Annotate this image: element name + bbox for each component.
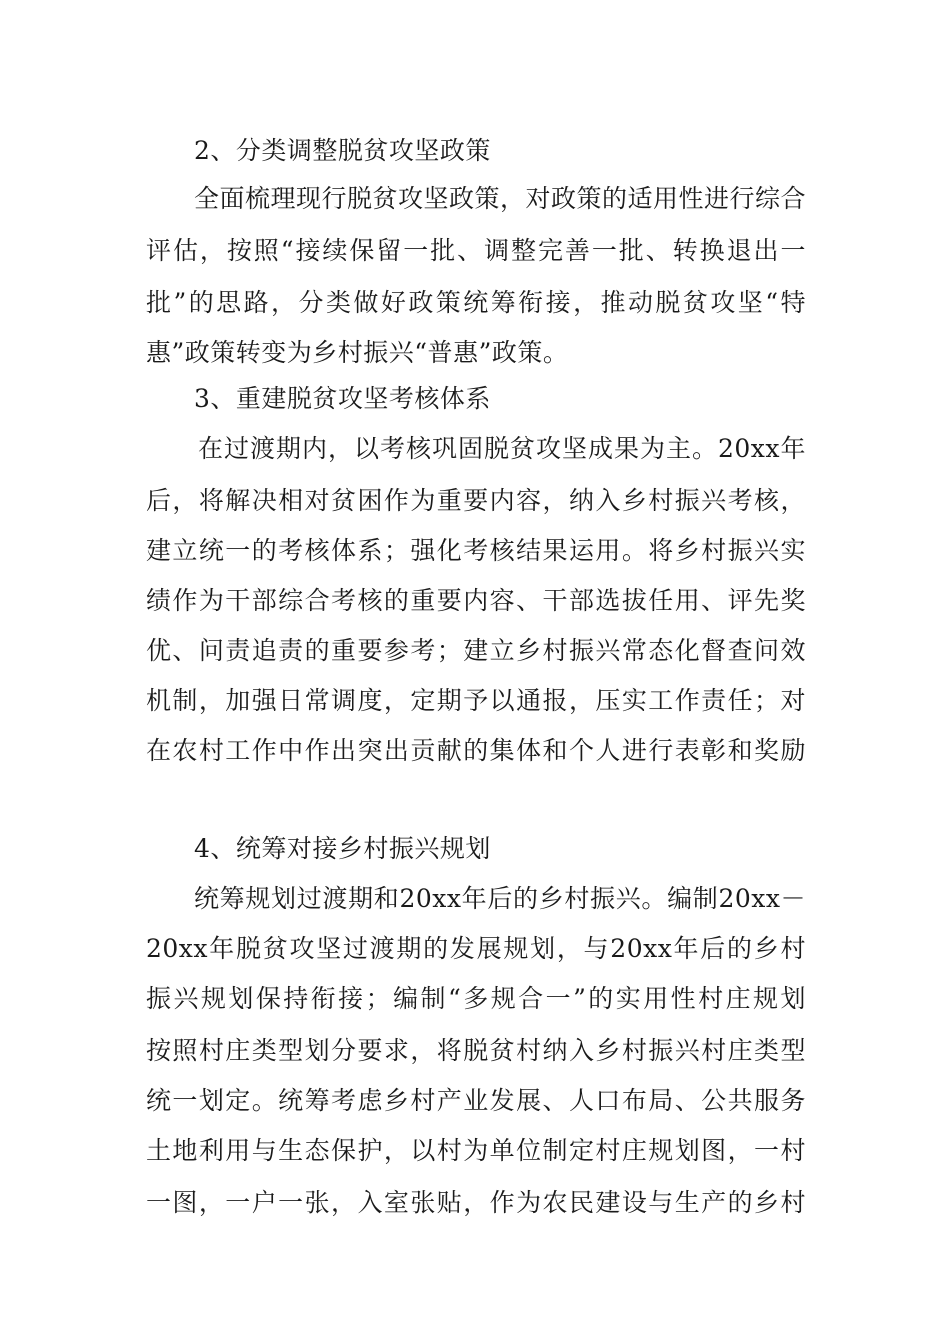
section-4-heading: 4、统筹对接乡村振兴规划: [194, 834, 491, 863]
section-3-line-1: 在过渡期内，以考核巩固脱贫攻坚成果为主。20xx年: [198, 434, 806, 463]
section-3-heading: 3、重建脱贫攻坚考核体系: [194, 384, 491, 413]
section-3-line-5: 优、问责追责的重要参考；建立乡村振兴常态化督查问效: [146, 636, 806, 665]
section-2-line-3: 批”的思路，分类做好政策统筹衔接，推动脱贫攻坚“特: [146, 288, 806, 317]
section-2-line-2: 评估，按照“接续保留一批、调整完善一批、转换退出一: [146, 236, 806, 265]
section-2-line-1: 全面梳理现行脱贫攻坚政策，对政策的适用性进行综合: [194, 184, 807, 213]
section-3-line-6: 机制，加强日常调度，定期予以通报，压实工作责任；对: [146, 686, 806, 715]
section-3-line-7: 在农村工作中作出突出贡献的集体和个人进行表彰和奖励: [146, 736, 806, 765]
section-4-line-7: 一图，一户一张，入室张贴，作为农民建设与生产的乡村: [146, 1188, 806, 1217]
section-2-heading: 2、分类调整脱贫攻坚政策: [194, 136, 491, 165]
section-4-line-3: 振兴规划保持衔接；编制“多规合一”的实用性村庄规划: [146, 984, 806, 1013]
section-4-line-2: 20xx年脱贫攻坚过渡期的发展规划，与20xx年后的乡村: [146, 934, 806, 963]
section-3-line-4: 绩作为干部综合考核的重要内容、干部选拔任用、评先奖: [146, 586, 806, 615]
section-2-line-4: 惠”政策转变为乡村振兴“普惠”政策。: [146, 338, 569, 367]
section-3-line-3: 建立统一的考核体系；强化考核结果运用。将乡村振兴实: [146, 536, 806, 565]
section-4-line-5: 统一划定。统筹考虑乡村产业发展、人口布局、公共服务: [146, 1086, 806, 1115]
section-3-line-2: 后，将解决相对贫困作为重要内容，纳入乡村振兴考核，: [146, 486, 806, 515]
section-4-line-4: 按照村庄类型划分要求，将脱贫村纳入乡村振兴村庄类型: [146, 1036, 806, 1065]
section-4-line-6: 土地利用与生态保护，以村为单位制定村庄规划图，一村: [146, 1136, 806, 1165]
section-4-line-1: 统筹规划过渡期和20xx年后的乡村振兴。编制20xx－: [194, 884, 806, 913]
